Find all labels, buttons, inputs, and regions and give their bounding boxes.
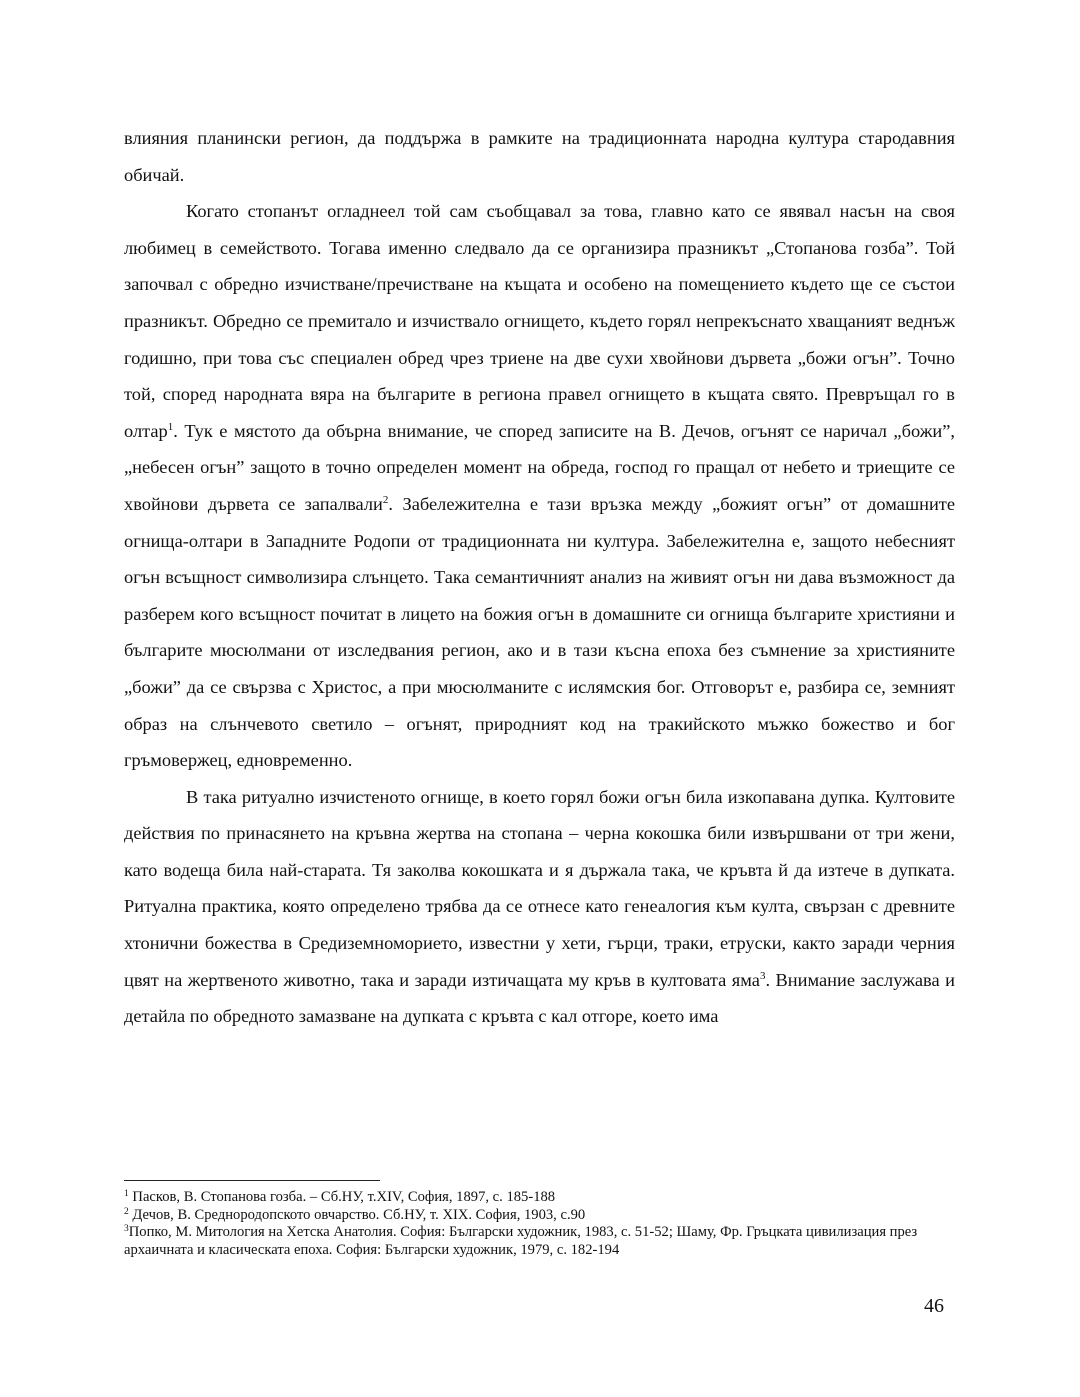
footnote-reference: 1	[167, 420, 174, 433]
paragraph-text: влияния планински регион, да поддържа в рамките на традиционната народна култура стародавния обичай.	[124, 128, 955, 185]
footnote-text: Дечов, В. Среднородопското овчарство. Сб.НУ, т. XIX. София, 1903, с.90	[128, 1206, 586, 1223]
paragraph-text: . Тук е мястото да обърна внимание, че според записите на В. Дечов, огънят се наричал „божи”, „небесен огън” защото в точно определен момент на обреда, господ го пращал от небето и триещите се хвойнови дървета се запалвали	[124, 420, 955, 514]
footnote	[124, 1207, 955, 1225]
footnote-separator	[124, 1180, 380, 1181]
footnote-text: Попко, М. Митология на Хетска Анатолия. София: Български художник, 1983, с. 51-52; Шаму, Фр. Гръцката цивилизация през архаичната и класическата епоха. София: Български художник, 1979, с. 182-194	[124, 1224, 918, 1258]
paragraph-text: . Внимание заслужава и детайла по обредното замазване на дупката с кръвта с кал отгоре, което има	[124, 969, 955, 1027]
footnote-number: 2	[124, 1206, 129, 1217]
footnote-reference: 3	[759, 969, 766, 982]
page-number: 46	[924, 1295, 944, 1317]
footnote-number: 1	[124, 1189, 129, 1199]
paragraph-text: Когато стопанът огладнеел той сам съобщавал за това, главно като се явявал насън на своя любимец в семейството. Тогава именно следвало да се организира празникът „Стопанова гозба”. Той започвал с обредно изчистване/пречистване на къщата и особено на помещението където ще се състои празникът. Обредно се премитало и изчиствало огнището, където горял непрекъснато хващаният веднъж годишно, при това със специален обред чрез триене на две сухи хвойнови дървета „божи огън”. Точно той, според народната вяра на българите в региона правел огнището в къщата свято. Превръщал го в олтар	[124, 201, 955, 441]
paragraph	[124, 779, 955, 1035]
paragraph-text: . Забележителна е тази връзка между „божият огън” от домашните огнища-олтари в Западните Родопи от традиционната ни култура. Забележителна е, защото небесният огън всъщност символизира слънцето. Така семантичният анализ на живият огън ни дава възможност да разберем кого всъщност почитат в лицето на божия огън в домашните си огнища българите християни и българите мюсюлмани от изследвания регион, ако и в тази късна епоха без съмнение за християните „божи” да се свързва с Христос, а при мюсюлманите с ислямския бог. Отговорът е, разбира се, земният образ на слънчевото светило – огънят, природният код на тракийското мъжко божество и бог гръмовержец, едновременно.	[124, 493, 955, 771]
paragraph	[124, 120, 955, 193]
footnote-reference: 2	[382, 493, 389, 506]
paragraph	[124, 193, 955, 779]
footnotes	[124, 1189, 955, 1259]
footnote	[124, 1189, 955, 1207]
footnote	[124, 1224, 955, 1259]
footnote-number: 3	[124, 1224, 129, 1235]
paragraph-text: В така ритуално изчистеното огнище, в което горял божи огън била изкопавана дупка. Култовите действия по принасянето на кръвна жертва на стопана – черна кокошка били извършвани от три жени, като водеща била най-старата. Тя заколва кокошката и я държала така, че кръвта й да изтече в дупката. Ритуална практика, която определено трябва да се отнесе като генеалогия към култа, свързан с древните хтонични божества в Средиземноморието, известни у хети, гърци, траки, етруски, както заради черния цвят на жертвеното животно, така и заради изтичащата му кръв в култовата яма	[124, 786, 955, 990]
footnote-text: Пасков, В. Стопанова гозба. – Сб.НУ, т.XIV, София, 1897, с. 185-188	[128, 1189, 556, 1205]
body-text	[124, 120, 955, 1035]
